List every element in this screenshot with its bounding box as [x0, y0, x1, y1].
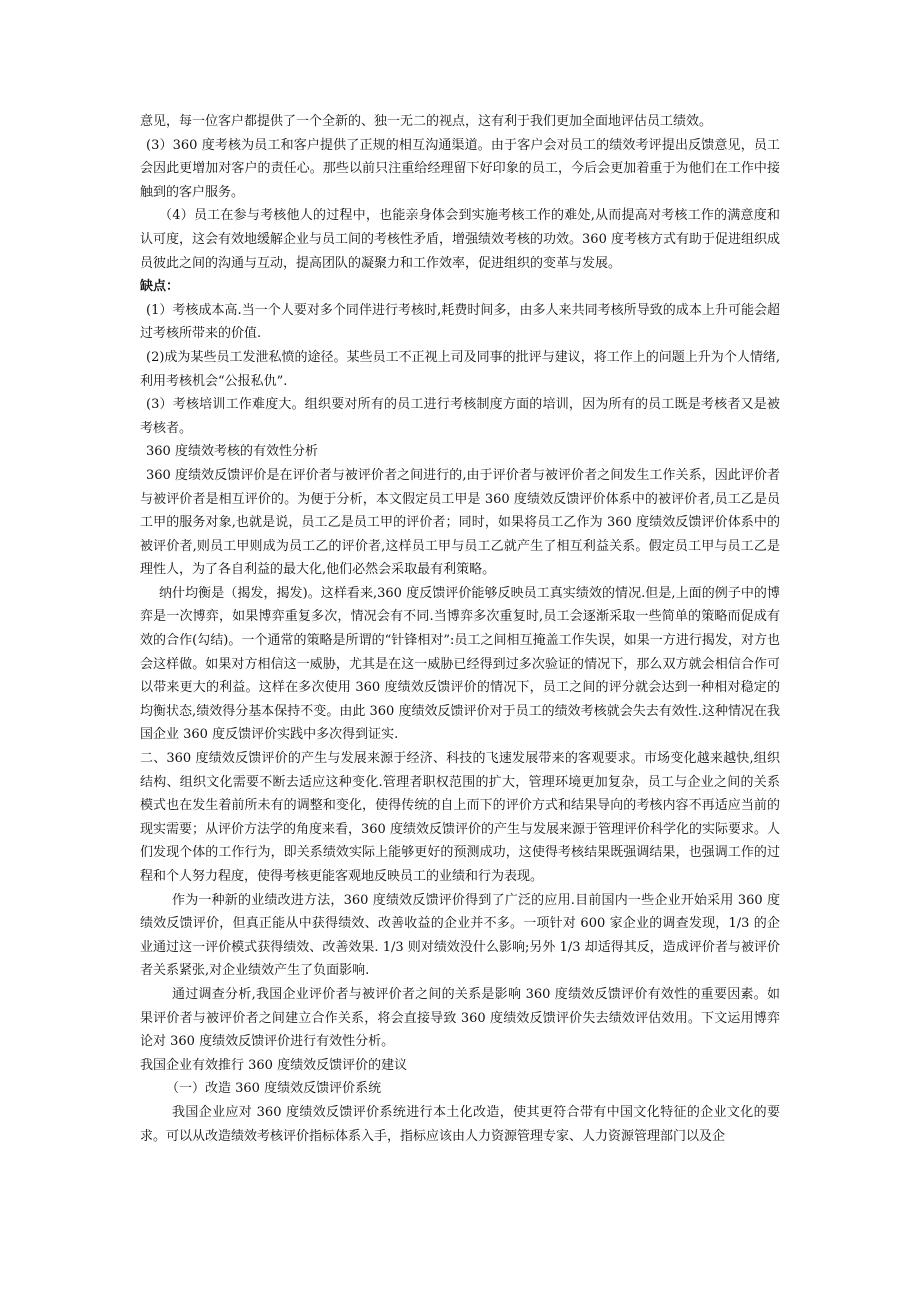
paragraph-continuation: 意见，每一位客户都提供了一个全新的、独一无二的视点，这有利于我们更加全面地评估员工绩效。: [140, 114, 713, 129]
heading-subsection-one: （一）改造 360 度绩效反馈评价系统: [166, 1081, 382, 1097]
paragraph-disadvantage-1: (1）考核成本高.当一个人要对多个同伴进行考核时,耗费时间多，由多人来共同考核所导致的成本上升可能会超过考核所带来的价值.: [140, 302, 780, 342]
paragraph-disadvantage-2: (2)成为某些员工发泄私愤的途径。某些员工不正视上司及同事的批评与建议，将工作上的问题上升为个人情绪,利用考核机会“公报私仇”.: [140, 349, 780, 389]
document-body: [140, 110, 780, 1148]
paragraph-nash-equilibrium: 纳什均衡是（揭发，揭发)。这样看来,360 度反馈评价能够反映员工真实绩效的情况.但是,上面的例子中的博弈是一次博弈，如果博弈重复多次，情况会有不同.当博弈多次重复时,员工会逐渐采取一些简单的策略而促成有效的合作(勾结)。一个通常的策略是所谓的“针锋相对”:员工之间相互掩盖工作失误，如果一方进行揭发，对方也会这样做。如果对方相信这一威胁，尤其是在这一威胁已经得到过多次验证的情况下，那么双方就会相信合作可以带来更大的利益。这样在多次使用 360 度绩效反馈评价的情况下，员工之间的评分就会达到一种相对稳定的均衡状态,绩效得分基本保持不变。由此 360 度绩效反馈评价对于员工的绩效考核就会失去有效性.这种情况在我国企业 360 度反馈评价实践中多次得到证实.: [140, 585, 780, 743]
paragraph-mutual-evaluation: 360 度绩效反馈评价是在评价者与被评价者之间进行的,由于评价者与被评价者之间发生工作关系，因此评价者与被评价者是相互评价的。为便于分析，本文假定员工甲是 360 度绩效反馈评价体系中的被评价者,员工乙是员工甲的服务对象,也就是说，员工乙是员工甲的评价者；同时，如果将员工乙作为 360 度绩效反馈评价体系中的被评价者,则员工甲则成为员工乙的评价者,这样员工甲与员工乙就产生了相互利益关系。假定员工甲与员工乙是理性人，为了各自利益的最大化,他们必然会采取最有利策略。: [140, 467, 780, 578]
paragraph-advantage-3: (3）360 度考核为员工和客户提供了正规的相互沟通渠道。由于客户会对员工的绩效考评提出反馈意见，员工会因此更增加对客户的责任心。那些以前只注重给经理留下好印象的员工，今后会更加着重于为他们在工作中接触到的客户服务。: [140, 137, 780, 200]
paragraph-application: 作为一种新的业绩改进方法，360 度绩效反馈评价得到了广泛的应用.目前国内一些企业开始采用 360 度绩效反馈评价，但真正能从中获得绩效、改善收益的企业并不多。一项针对 600 家企业的调查发现，1/3 的企业通过这一评价模式获得绩效、改善效果. 1/3 则对绩效没什么影响;另外 1/3 却适得其反，造成评价者与被评价者关系紧张,对企业绩效产生了负面影响.: [140, 892, 780, 979]
paragraph-section-two: 二、360 度绩效反馈评价的产生与发展来源于经济、科技的飞速发展带来的客观要求。市场变化越来越快,组织结构、组织文化需要不断去适应这种变化.管理者职权范围的扩大，管理环境更加复杂，员工与企业之间的关系模式也在发生着前所未有的调整和变化，使得传统的自上而下的评价方式和结果导向的考核内容不再适应当前的现实需要；从评价方法学的角度来看，360 度绩效反馈评价的产生与发展来源于管理评价科学化的实际要求。人们发现个体的工作行为，即关系绩效实际上能够更好的预测成功，这使得考核结果既强调结果，也强调工作的过程和个人努力程度，使得考核更能客观地反映员工的业绩和行为表现。: [140, 751, 780, 884]
paragraph-disadvantage-3: (3）考核培训工作难度大。组织要对所有的员工进行考核制度方面的培训，因为所有的员工既是考核者又是被考核者。: [140, 397, 780, 436]
heading-effectiveness-analysis: 360 度绩效考核的有效性分析: [146, 444, 318, 460]
heading-disadvantages: 缺点：: [140, 279, 180, 295]
paragraph-advantage-4: （4）员工在参与考核他人的过程中，也能亲身体会到实施考核工作的难处,从而提高对考核工作的满意度和认可度，这会有效地缓解企业与员工间的考核性矛盾，增强绩效考核的功效。360 度考核方式有助于促进组织成员彼此之间的沟通与互动，提高团队的凝聚力和工作效率，促进组织的变革与发展。: [140, 208, 780, 271]
paragraph-survey-analysis: 通过调查分析,我国企业评价者与被评价者之间的关系是影响 360 度绩效反馈评价有效性的重要因素。如果评价者与被评价者之间建立合作关系，将会直接导致 360 度绩效反馈评价失去绩效评估效用。下文运用博弈论对 360 度绩效反馈评价进行有效性分析。: [140, 986, 780, 1050]
heading-recommendations: 我国企业有效推行 360 度绩效反馈评价的建议: [140, 1057, 408, 1073]
paragraph-localization: 我国企业应对 360 度绩效反馈评价系统进行本土化改造，使其更符合带有中国文化特征的企业文化的要求。可以从改造绩效考核评价指标体系入手，指标应该由人力资源管理专家、人力资源管理部门以及企: [140, 1104, 780, 1144]
